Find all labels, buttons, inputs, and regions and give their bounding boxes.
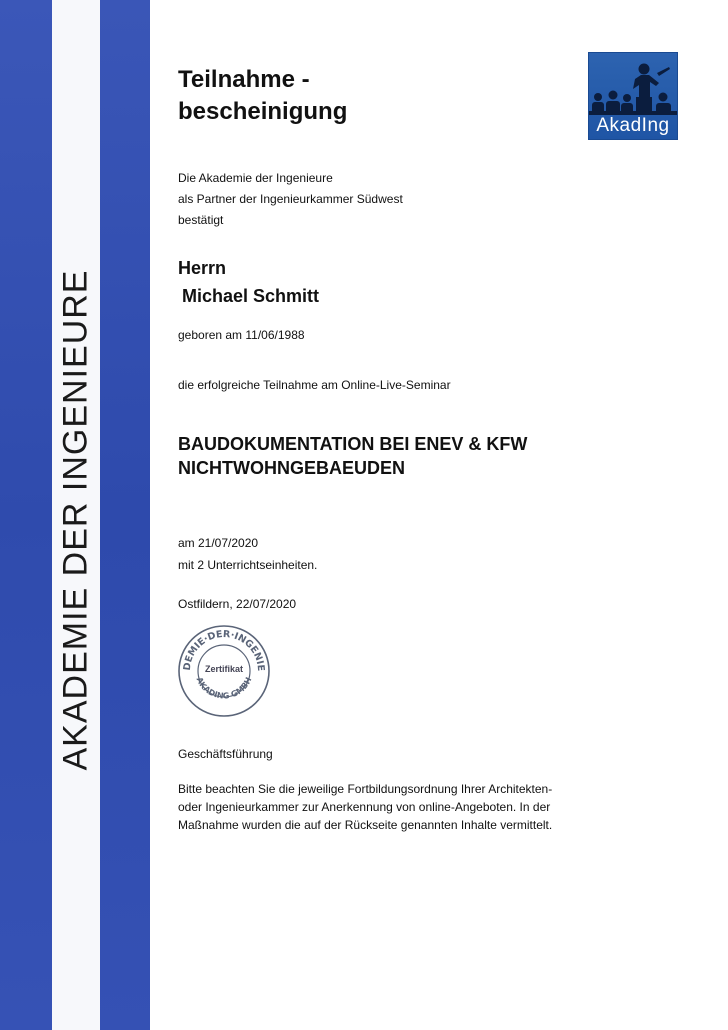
note-line-1: Bitte beachten Sie die jeweilige Fortbildungsordnung Ihrer Architekten- [178,782,553,796]
place-and-date: Ostfildern, 22/07/2020 [178,597,297,611]
participation-text: die erfolgreiche Teilnahme am Online-Live-Seminar [178,378,451,392]
stamp-ring-top-text: DEMIE·DER·INGENIE [181,628,267,672]
vertical-academy-text: AKADEMIE DER INGENIEURE [56,269,95,771]
akading-logo [588,52,678,140]
note-line-2: oder Ingenieurkammer zur Anerkennung von online-Angeboten. In der [178,800,551,814]
stamp-label: Zertifikat [204,664,243,674]
left-blue-band [0,0,52,1030]
birth-date: geboren am 11/06/1988 [178,328,305,342]
seminar-title [178,432,527,480]
page-title [178,64,347,128]
seminar-date: am 21/07/2020 [178,536,259,550]
seminar-title-line-1: BAUDOKUMENTATION BEI ENEV & KFW [178,434,528,454]
note-line-3: Maßnahme wurden die auf der Rückseite genannten Inhalte vermittelt. [178,818,553,832]
recognition-note [178,780,618,834]
stamp-ring-bottom-text: AKADING GMBH [194,675,254,701]
intro-line-3: bestätigt [178,213,224,227]
recipient [178,254,319,310]
title-line-1: Teilnahme - [178,66,310,93]
title-line-2: bescheinigung [178,98,348,125]
salutation: Herrn [178,258,227,278]
intro-line-1: Die Akademie der Ingenieure [178,171,333,185]
intro-text [178,168,403,231]
intro-line-2: als Partner der Ingenieurkammer Südwest [178,192,403,206]
teaching-units: mit 2 Unterrichtseinheiten. [178,558,318,572]
right-blue-band [100,0,150,1030]
svg-text:AKADING GMBH [195,676,254,701]
seminar-title-line-2: NICHTWOHNGEBAEUDEN [178,458,405,478]
management-signature: Geschäftsführung [178,747,273,761]
logo-text: AkadIng [596,115,670,136]
recipient-name: Michael Schmitt [182,286,320,306]
seminar-date-block [178,532,317,576]
certificate-stamp [176,623,272,719]
